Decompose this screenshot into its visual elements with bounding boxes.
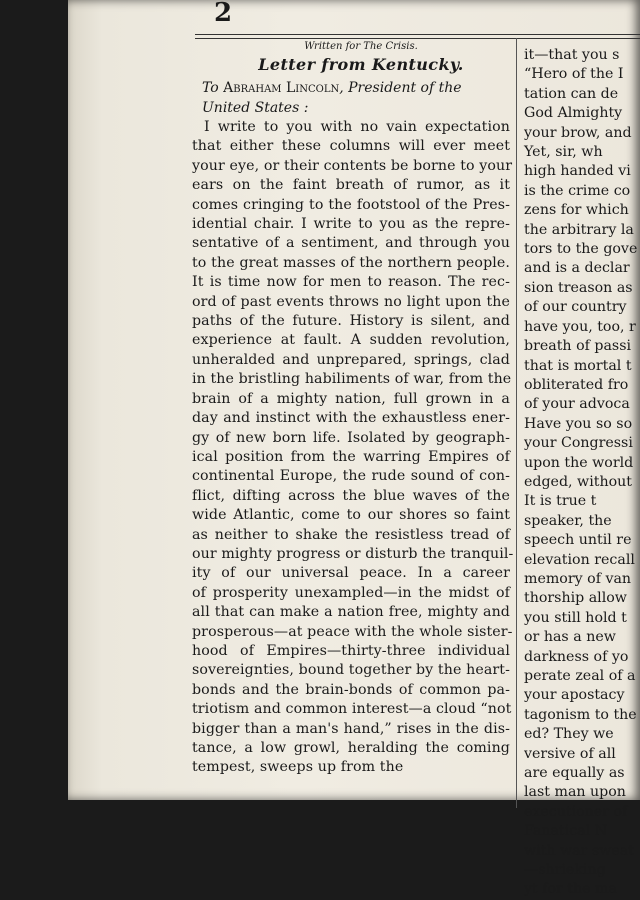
article-body-line: day and instinct with the exhaustless ener- [192, 410, 510, 427]
article-body-line: flict, difting across the blue waves of the [192, 487, 510, 504]
article-body-line: bigger than a man's hand,” rises in the dis- [192, 720, 510, 737]
article-body-line: gy of new born life. Isolated by geograph- [192, 429, 510, 446]
page-number: 2 [214, 0, 233, 28]
article-body-line: brain of a mighty nation, full grown in a [192, 390, 510, 407]
article-body-line: in the bristling habiliments of war, from the [192, 371, 512, 388]
right-column-line: and is a declar [524, 260, 630, 277]
right-column-line: Have you so so [524, 415, 633, 432]
right-column-line: Yet, sir, wh [524, 144, 603, 161]
right-column-line: that is mortal t [524, 357, 632, 374]
right-column-line: it—that you s [524, 47, 620, 63]
article-body-line: unheralded and unprepared, springs, clad [192, 351, 510, 368]
article-body-line: of prosperity unexampled—in the midst of [192, 584, 510, 601]
right-column-line: elevation recall [524, 551, 635, 568]
article-body-line: It is time now for men to reason. The rec- [192, 274, 510, 291]
right-column-line: with war sweat [524, 842, 634, 859]
address-name: Abraham Lincoln [223, 80, 340, 96]
right-column-line: thorship allow [524, 590, 627, 607]
article-body-line: hood of Empires—thirty-three individual [192, 642, 510, 659]
article-body-line: ears on the faint breath of rumor, as it [192, 177, 510, 194]
address-rest: , President of the [339, 80, 462, 96]
right-column-line: of your advoca [524, 396, 630, 413]
right-column-line: ed? They we [524, 726, 614, 743]
right-column-line: —shrieking [524, 862, 606, 879]
article-body-line: ical position from the warring Empires of [192, 448, 510, 465]
right-column-line: “Hero of the I [524, 66, 624, 83]
article-body-line: ord of past events throws no light upon the [192, 293, 510, 310]
article-body-line: continental Europe, the rude sound of con- [192, 468, 510, 485]
article-body-line: triotism and common interest—a cloud “not [192, 701, 512, 718]
article-body-line: ity of our universal peace. In a career [192, 565, 510, 582]
column-divider [516, 38, 517, 808]
right-column-line: are equally as [524, 765, 625, 782]
right-column-line: high handed vi [524, 163, 631, 180]
right-column-line: or has a new [524, 629, 616, 646]
right-column-line: breath of passi [524, 338, 632, 355]
right-column-line: last man upon [524, 784, 626, 801]
right-column-line: obliterated fro [524, 376, 629, 393]
right-column-line: memory of van [524, 570, 632, 587]
article-body-line: prosperous—at peace with the whole sister- [192, 623, 513, 640]
right-column-line: God Almighty [524, 105, 623, 122]
article-body-line: as neither to shake the resistless tread of [192, 526, 510, 543]
header-rule [195, 34, 640, 39]
article-address [192, 78, 510, 118]
right-column-line: upon the world [524, 454, 634, 471]
right-column-line: of our country [524, 299, 627, 316]
article-body-line: sovereignties, bound together by the heart- [192, 662, 510, 679]
right-column-line: perate zeal of a [524, 668, 636, 684]
article-body-line: to the great masses of the northern people. [192, 254, 510, 271]
right-column-line: darkness of yo [524, 648, 629, 665]
article-body-line: I write to you with no vain expectation [204, 119, 510, 135]
address-prefix: To [202, 80, 219, 96]
right-column-line: edged, without [524, 473, 632, 490]
article-body-line: our mighty progress or disturb the tranquil- [192, 545, 514, 562]
right-column-line: have you, too, r [524, 318, 636, 335]
address-line2: United States : [202, 100, 309, 116]
right-column-line: It is true t [524, 493, 597, 510]
article-body-line: comes cringing to the footstool of the Pres- [192, 196, 510, 213]
article-body-line: that either these columns will ever meet [192, 138, 510, 155]
right-column-line: your brow, and [524, 124, 632, 141]
right-column-line: yt for the ma [524, 881, 617, 898]
right-column-line: versive of all [524, 745, 616, 762]
article-body-line: tempest, sweeps up from the [192, 759, 404, 776]
right-column-line: tors to the gove [524, 241, 638, 258]
right-column-line: your apostacy [524, 687, 625, 704]
right-column-line: Fanatical N [524, 823, 608, 840]
article-body-line: idential chair. I write to you as the repre- [192, 216, 510, 233]
right-column-line: speaker, the [524, 512, 612, 529]
article-byline: Written for The Crisis. [304, 41, 418, 52]
article-body-line: bonds and the brain-bonds of common pa- [192, 681, 510, 698]
right-column-line: the arbitrary la [524, 221, 634, 238]
article-body-line: tance, a low growl, heralding the coming [192, 740, 510, 756]
article-headline: Letter from Kentucky. [258, 55, 464, 74]
right-column-line: is the crime co [524, 182, 631, 199]
article-body-line: all that can make a nation free, mighty and [192, 604, 510, 621]
right-column-text [524, 46, 640, 900]
article-body-line: paths of the future. History is silent, and [192, 313, 510, 330]
right-column-line: tation can de [524, 85, 619, 102]
article-body-line: experience at fault. A sudden revolution, [192, 332, 510, 349]
article-column [192, 40, 514, 778]
right-column-line: you still hold t [524, 609, 627, 626]
right-column-line: speech until re [524, 532, 632, 549]
article-body-line: your eye, or their contents be borne to your [192, 157, 513, 174]
article-body-line: sentative of a sentiment, and through you [192, 235, 510, 252]
right-column-line: executioner of [524, 803, 628, 820]
right-column-line: zens for which [524, 202, 629, 219]
right-column-line: tagonism to the [524, 706, 637, 723]
article-body-line: wide Atlantic, come to our shores so faint [192, 507, 510, 524]
article-body [192, 118, 514, 778]
right-column-line: your Congressi [524, 435, 633, 452]
right-column-line: sion treason as [524, 279, 633, 296]
